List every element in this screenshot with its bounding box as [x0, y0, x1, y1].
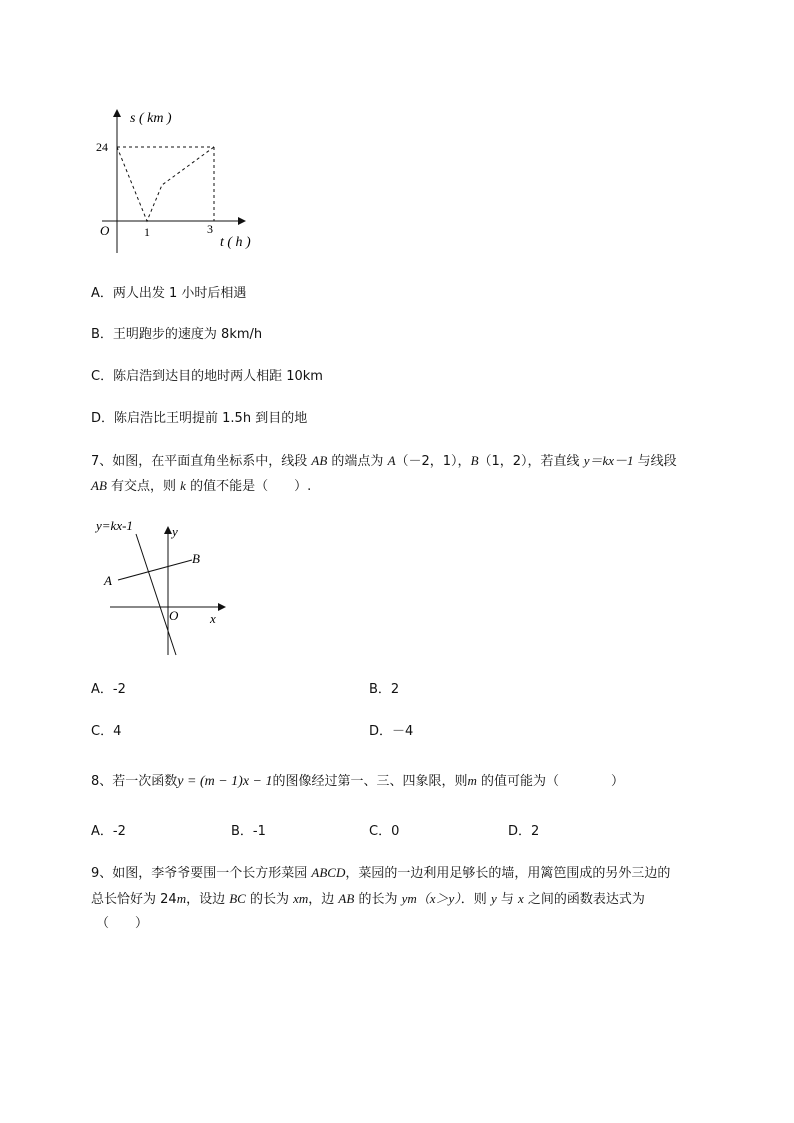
q7-option-d: D．－4 — [369, 724, 414, 739]
q7-stem-line1: 7、如图，在平面直角坐标系中，线段 AB 的端点为 A（－2，1），B（1，2），若直线 y＝kx－1 与线段 — [91, 453, 677, 469]
q9-stem-line2: 总长恰好为 24m，设边 BC 的长为 xm，边 AB 的长为 ym（x＞y）．则 y 与 x 之间的函数表达式为 — [91, 891, 645, 907]
y-axis-label: s ( km ) — [130, 111, 172, 126]
q8-option-d: D．2 — [508, 824, 540, 839]
q7-option-c: C．4 — [91, 724, 122, 739]
x-axis-arrow — [218, 603, 226, 611]
q8-stem: 8、若一次函数y = (m − 1)x − 1的图像经过第一、三、四象限，则m 的值可能为（ ） — [91, 773, 625, 789]
y-axis-arrow — [164, 526, 172, 534]
q8-option-c: C．0 — [369, 824, 400, 839]
q7-option-b: B．2 — [369, 682, 400, 697]
x-axis-arrow — [238, 217, 246, 225]
x-tick-1: 1 — [144, 225, 150, 239]
point-a-label: A — [104, 573, 112, 588]
line-equation-label: y=kx-1 — [96, 518, 133, 533]
q7-option-a: A．-2 — [91, 682, 126, 697]
origin-label: O — [169, 608, 179, 623]
y-axis-arrow — [113, 109, 121, 117]
point-b-label: B — [192, 551, 200, 566]
q6-option-a: A．两人出发 1 小时后相遇 — [91, 286, 247, 301]
q8-option-a: A．-2 — [91, 824, 126, 839]
origin-label: O — [100, 223, 110, 238]
q7-stem-line2: AB 有交点，则 k 的值不能是（ ）. — [91, 478, 312, 494]
distance-time-graph — [90, 105, 280, 255]
x-tick-3: 3 — [207, 222, 213, 236]
q8-option-b: B．-1 — [231, 824, 266, 839]
q9-stem-line1: 9、如图，李爷爷要围一个长方形菜园 ABCD，菜园的一边利用足够长的墙，用篱笆围成的另外三边的 — [91, 865, 671, 881]
q6-option-b: B．王明跑步的速度为 8km/h — [91, 327, 263, 342]
x-axis-label: t ( h ) — [220, 235, 251, 250]
x-axis-label: x — [210, 611, 216, 626]
y-tick-24: 24 — [96, 140, 108, 154]
q6-option-d: D．陈启浩比王明提前 1.5h 到目的地 — [91, 411, 308, 426]
line-y-kx-1 — [136, 534, 176, 655]
q8-formula: y = (m − 1)x − 1 — [177, 774, 273, 789]
q9-answer-bracket: （ ） — [96, 916, 149, 931]
y-axis-label: y — [172, 524, 178, 539]
q6-option-c: C．陈启浩到达目的地时两人相距 10km — [91, 369, 323, 384]
segment-AB — [118, 560, 192, 580]
graph-line — [117, 147, 214, 221]
q7-coordinate-figure — [92, 512, 242, 662]
